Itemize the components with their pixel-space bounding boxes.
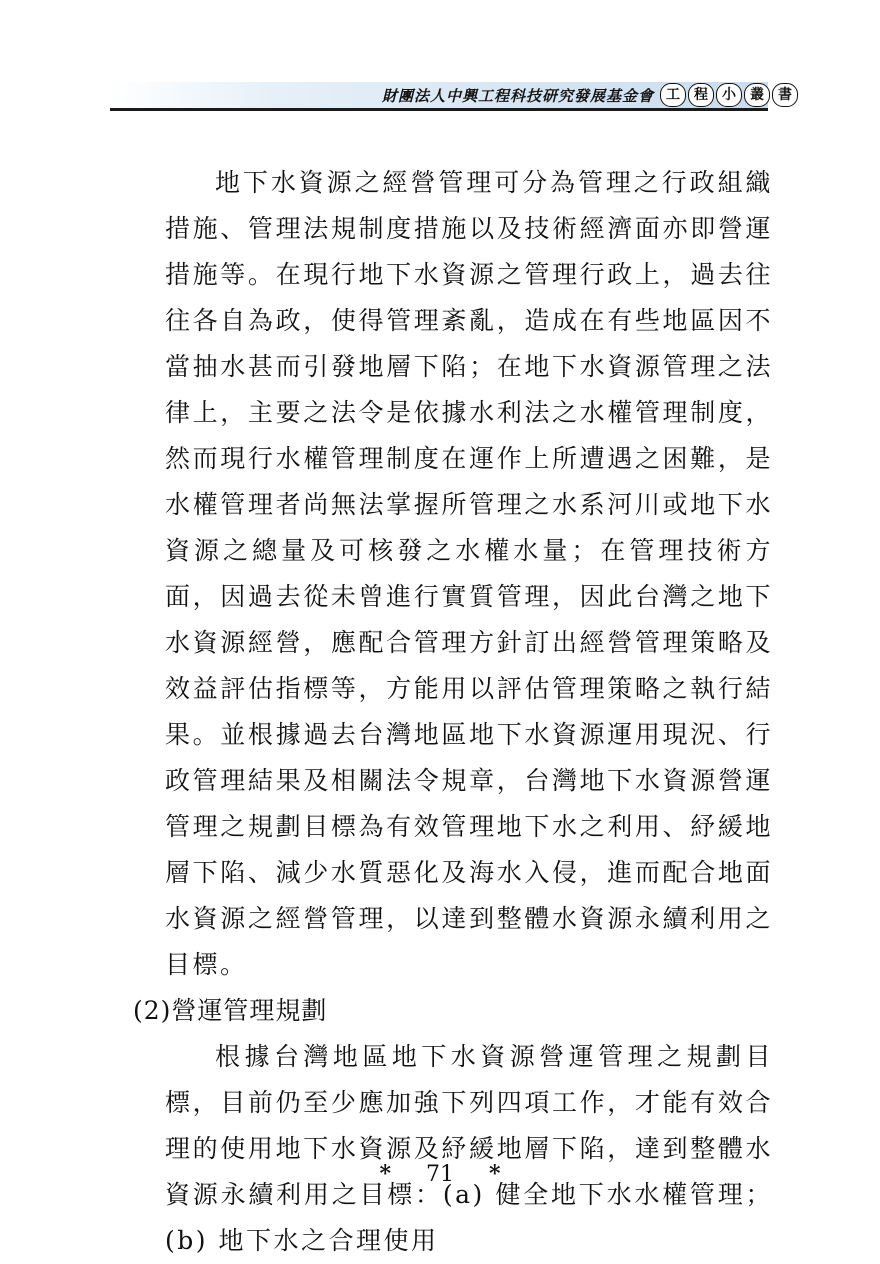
series-char: 書 — [772, 83, 798, 107]
paragraph: 根據台灣地區地下水資源營運管理之規劃目標，目前仍至少應加強下列四項工作，才能有效合理的使用地下水資源及紓緩地層下陷，達到整體水資源永續利用之目標：(a) 健全地下水水權管理；(b) 地下水之合理使用 — [165, 1042, 773, 1255]
footer-star-right: * — [488, 1161, 501, 1187]
series-char: 工 — [660, 83, 686, 107]
header-rule — [110, 108, 768, 111]
series-char: 小 — [716, 83, 742, 107]
series-badge — [660, 83, 798, 107]
section-heading: (2)營運管理規劃 — [133, 996, 328, 1025]
header-organization: 財團法人中興工程科技研究發展基金會 — [381, 87, 654, 105]
body-text — [133, 160, 773, 1264]
page-footer — [0, 1157, 880, 1192]
series-char: 程 — [688, 83, 714, 107]
series-char: 叢 — [744, 83, 770, 107]
paragraph: 地下水資源之經營管理可分為管理之行政組織措施、管理法規制度措施以及技術經濟面亦即營運措施等。在現行地下水資源之管理行政上，過去往往各自為政，使得管理紊亂，造成在有些地區因不當抽水甚而引發地層下陷；在地下水資源管理之法律上，主要之法令是依據水利法之水權管理制度，然而現行水權管理制度在運作上所遭遇之困難，是水權管理者尚無法掌握所管理之水系河川或地下水資源之總量及可核發之水權水量；在管理技術方面，因過去從未曾進行實質管理，因此台灣之地下水資源經營，應配合管理方針訂出經營管理策略及效益評估指標等，方能用以評估管理策略之執行結果。並根據過去台灣地區地下水資源運用現況、行政管理結果及相關法令規章，台灣地下水資源營運管理之規劃目標為有效管理地下水之利用、紓緩地層下陷、減少水質惡化及海水入侵，進而配合地面水資源之經營管理，以達到整體水資源永續利用之目標。 — [165, 168, 773, 979]
footer-star-left: * — [379, 1161, 392, 1187]
page-number: 71 — [426, 1162, 454, 1187]
